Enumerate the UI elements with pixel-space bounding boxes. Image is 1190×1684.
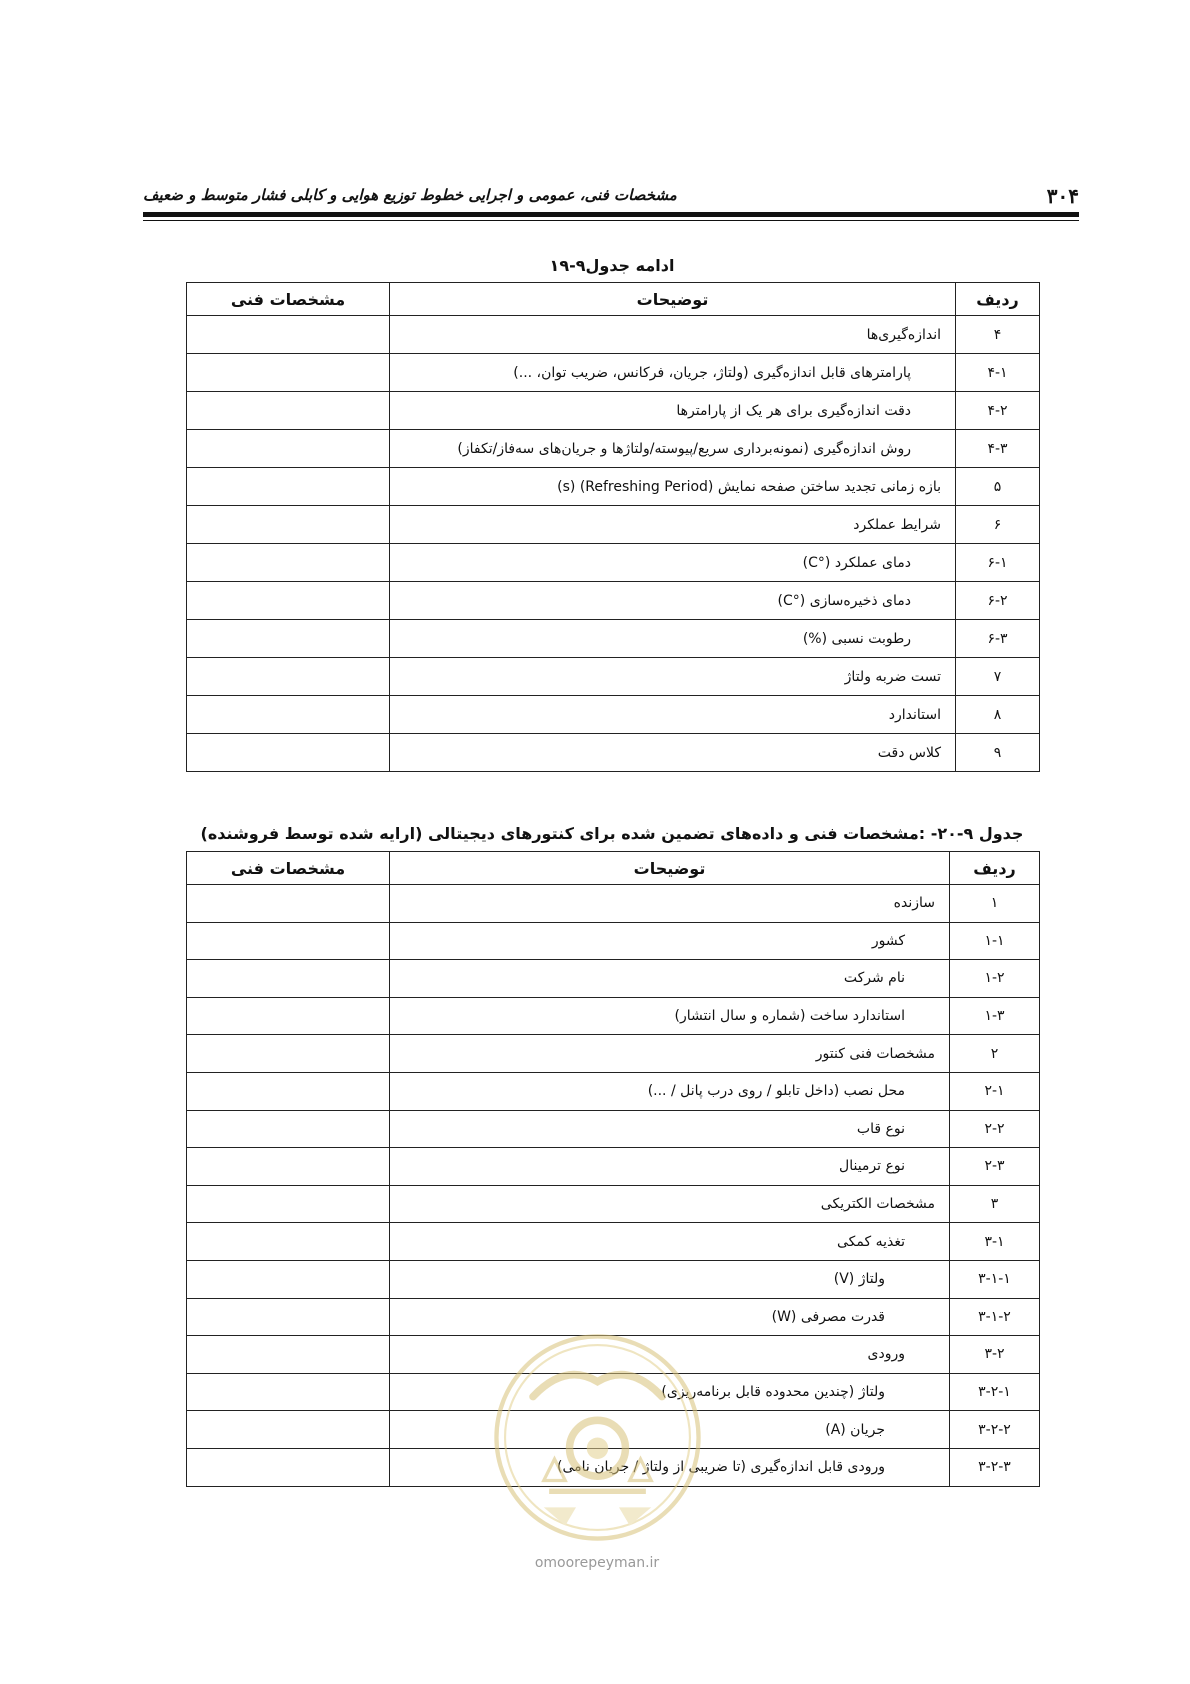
row-number: ۳-۲ [950,1336,1040,1374]
row-number: ۴-۱ [956,354,1040,392]
row-spec-cell[interactable] [187,734,390,772]
row-spec-cell[interactable] [187,1035,390,1073]
row-spec-cell[interactable] [187,960,390,998]
row-spec-cell[interactable] [187,468,390,506]
page-number: ۳۰۴ [1046,184,1079,208]
row-number: ۳-۱-۲ [950,1298,1040,1336]
row-description [390,1223,950,1261]
row-description [390,1035,950,1073]
row-number: ۸ [956,696,1040,734]
row-spec-cell[interactable] [187,1260,390,1298]
table-row [187,1185,1040,1223]
row-description-text: نوع ترمینال [839,1158,905,1175]
row-spec-cell[interactable] [187,1373,390,1411]
row-number: ۳-۲-۱ [950,1373,1040,1411]
row-spec-cell[interactable] [187,582,390,620]
scales-and-gear-seal-icon [490,1330,705,1545]
row-number: ۶-۱ [956,544,1040,582]
row-description [390,1185,950,1223]
table-row [187,1110,1040,1148]
row-spec-cell[interactable] [187,506,390,544]
row-description [390,392,956,430]
row-spec-cell[interactable] [187,544,390,582]
col-header-spec: مشخصات فنی [187,852,390,885]
table-row [187,506,1040,544]
row-spec-cell[interactable] [187,1185,390,1223]
row-spec-cell[interactable] [187,316,390,354]
row-number: ۴-۳ [956,430,1040,468]
row-spec-cell[interactable] [187,922,390,960]
row-description [390,582,956,620]
table-row [187,354,1040,392]
row-number: ۵ [956,468,1040,506]
table-row [187,430,1040,468]
row-spec-cell[interactable] [187,1336,390,1374]
row-description [390,544,956,582]
row-description [390,1148,950,1186]
row-number: ۳-۲-۳ [950,1448,1040,1486]
col-header-spec: مشخصات فنی [187,283,390,316]
row-description [390,620,956,658]
row-description-text: ولتاژ (چندین محدوده قابل برنامه‌ریزی) [661,1384,885,1401]
row-description [390,316,956,354]
row-number: ۶-۳ [956,620,1040,658]
row-spec-cell[interactable] [187,1411,390,1449]
row-number: ۳-۱ [950,1223,1040,1261]
row-spec-cell[interactable] [187,885,390,923]
table-row [187,544,1040,582]
table1-body [187,316,1040,772]
row-description-text: محل نصب (داخل تابلو / روی درب پانل / ...) [647,1083,905,1100]
row-description [390,1260,950,1298]
header-rule-thin [143,220,1079,221]
watermark-site: omoorepeyman.ir [534,1555,660,1571]
table-row [187,885,1040,923]
table-row [187,997,1040,1035]
row-description-text: ورودی قابل اندازه‌گیری (تا ضریبی از ولتاژ / جریان نامی) [557,1459,885,1476]
row-description-text: تست ضربه ولتاژ [844,668,941,685]
row-description [390,997,950,1035]
col-header-desc: توضیحات [390,852,950,885]
row-description [390,734,956,772]
row-number: ۳-۱-۱ [950,1260,1040,1298]
row-description [390,1110,950,1148]
row-description-text: ولتاژ (V) [833,1271,885,1288]
row-description-text: استاندارد ساخت (شماره و سال انتشار) [674,1008,905,1025]
table1 [186,282,1040,772]
row-spec-cell[interactable] [187,658,390,696]
table-row [187,1035,1040,1073]
table-row [187,734,1040,772]
row-description-text: شرایط عملکرد [853,516,941,533]
row-description-text: نوع قاب [856,1120,905,1137]
table-row [187,658,1040,696]
row-spec-cell[interactable] [187,1072,390,1110]
row-spec-cell[interactable] [187,1448,390,1486]
row-description-text: دمای عملکرد (°C) [802,554,911,571]
row-number: ۲-۲ [950,1110,1040,1148]
row-spec-cell[interactable] [187,997,390,1035]
row-description-text: اندازه‌گیری‌ها [866,326,941,343]
row-number: ۳ [950,1185,1040,1223]
row-description-text: استاندارد [888,706,941,723]
row-number: ۶-۲ [956,582,1040,620]
row-spec-cell[interactable] [187,430,390,468]
row-number: ۹ [956,734,1040,772]
row-number: ۳-۲-۲ [950,1411,1040,1449]
row-description-text: دقت اندازه‌گیری برای هر یک از پارامترها [676,402,911,419]
running-title: مشخصات فنی، عمومی و اجرایی خطوط توزیع هوایی و کابلی فشار متوسط و ضعیف [143,186,677,204]
row-spec-cell[interactable] [187,1298,390,1336]
row-spec-cell[interactable] [187,1110,390,1148]
row-number: ۱-۱ [950,922,1040,960]
table-row [187,468,1040,506]
header-rule-thick [143,212,1079,217]
row-description-text: مشخصات الکتریکی [820,1196,935,1213]
row-number: ۶ [956,506,1040,544]
row-description [390,506,956,544]
row-spec-cell[interactable] [187,392,390,430]
table2-caption: جدول ۹-۲۰- :مشخصات فنی و داده‌های تضمین شده برای کنتورهای دیجیتالی (ارایه شده توسط فروشنده) [200,824,1024,843]
row-description [390,922,950,960]
table-row [187,620,1040,658]
row-spec-cell[interactable] [187,1223,390,1261]
table-row [187,1072,1040,1110]
row-description [390,658,956,696]
table-row [187,960,1040,998]
table-row [187,1223,1040,1261]
table-row [187,582,1040,620]
col-header-row: ردیف [950,852,1040,885]
row-description-text: رطوبت نسبی (%) [802,630,911,647]
row-description-text: نام شرکت [843,970,905,987]
table-row [187,1260,1040,1298]
row-number: ۱-۲ [950,960,1040,998]
row-description [390,468,956,506]
row-description [390,354,956,392]
table1-caption: ادامه جدول۹-۱۹ [549,256,675,275]
row-number: ۴-۲ [956,392,1040,430]
row-description-text: قدرت مصرفی (W) [771,1308,885,1325]
table2-header-row [187,852,1040,885]
row-spec-cell[interactable] [187,696,390,734]
row-description-text: مشخصات فنی کنتور [815,1045,935,1062]
row-description-text: کلاس دقت [877,744,941,761]
row-description [390,960,950,998]
row-number: ۱-۳ [950,997,1040,1035]
col-header-desc: توضیحات [390,283,956,316]
row-number: ۷ [956,658,1040,696]
row-description-text: جریان (A) [825,1421,885,1438]
row-description-text: بازه زمانی تجدید ساختن صفحه نمایش (Refreshing Period) (s) [557,478,941,495]
row-spec-cell[interactable] [187,354,390,392]
row-description [390,696,956,734]
row-description-text: دمای ذخیره‌سازی (°C) [777,592,911,609]
row-number: ۱ [950,885,1040,923]
row-description [390,885,950,923]
row-spec-cell[interactable] [187,1148,390,1186]
row-spec-cell[interactable] [187,620,390,658]
table-row [187,1148,1040,1186]
table-row [187,696,1040,734]
row-number: ۴ [956,316,1040,354]
row-description-text: سازنده [893,895,935,912]
row-number: ۲-۳ [950,1148,1040,1186]
row-description-text: کشور [871,932,905,949]
row-description-text: پارامترهای قابل اندازه‌گیری (ولتاژ، جریان، فرکانس، ضریب توان، ...) [513,364,911,381]
table-row [187,316,1040,354]
row-description-text: ورودی [867,1346,905,1363]
table1-header-row [187,283,1040,316]
row-number: ۲ [950,1035,1040,1073]
row-description [390,430,956,468]
row-description-text: تغذیه کمکی [836,1233,905,1250]
row-description-text: روش اندازه‌گیری (نمونه‌برداری سریع/پیوسته/ولتاژها و جریان‌های سه‌فاز/تکفاز) [457,440,911,457]
table-row [187,392,1040,430]
row-number: ۲-۱ [950,1072,1040,1110]
col-header-row: ردیف [956,283,1040,316]
row-description [390,1072,950,1110]
table-row [187,922,1040,960]
